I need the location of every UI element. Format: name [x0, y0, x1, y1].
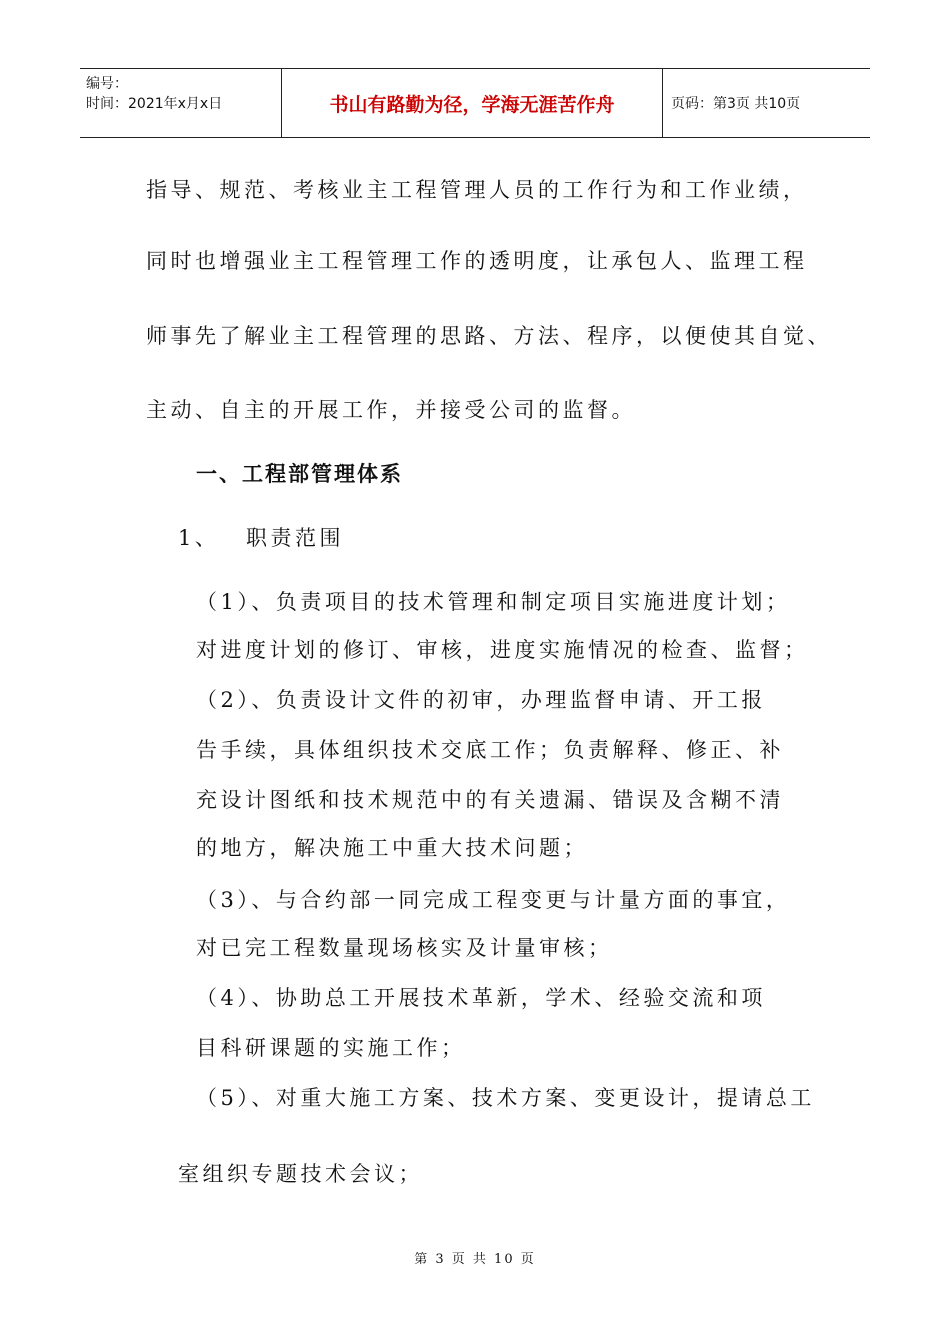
list-item-line: 室组织专题技术会议；	[178, 1162, 423, 1186]
list-item-line: （4）、协助总工开展技术革新，学术、经验交流和项	[196, 986, 766, 1010]
subsection-number: 1、	[178, 526, 220, 550]
page-header	[80, 68, 870, 138]
list-item-line: 对已完工程数量现场核实及计量审核；	[196, 936, 613, 960]
page-footer: 第 3 页 共 10 页	[414, 1252, 536, 1267]
date-label: 时间：2021年x月x日	[86, 96, 223, 112]
header-page-info: 页码：第3页 共10页	[671, 96, 801, 112]
list-item-line: 对进度计划的修订、审核，进度实施情况的检查、监督；	[196, 638, 809, 662]
list-item-line: （2）、负责设计文件的初审，办理监督申请、开工报	[196, 688, 766, 712]
paragraph-line: 师事先了解业主工程管理的思路、方法、程序，以便使其自觉、	[146, 324, 832, 348]
header-meta-cell	[80, 69, 282, 137]
list-item-line: 充设计图纸和技术规范中的有关遗漏、错误及含糊不清	[196, 788, 784, 812]
list-item-line: 目科研课题的实施工作；	[196, 1036, 466, 1060]
list-item-line: （3）、与合约部一同完成工程变更与计量方面的事宜，	[196, 888, 791, 912]
section-heading: 一、工程部管理体系	[196, 462, 403, 486]
paragraph-line: 指导、规范、考核业主工程管理人员的工作行为和工作业绩，	[146, 178, 808, 202]
list-item-line: 的地方，解决施工中重大技术问题；	[196, 836, 588, 860]
paragraph-line: 主动、自主的开展工作，并接受公司的监督。	[146, 398, 636, 422]
paragraph-line: 同时也增强业主工程管理工作的透明度，让承包人、监理工程	[146, 249, 808, 273]
header-motto: 书山有路勤为径，学海无涯苦作舟	[282, 69, 663, 137]
list-item-line: （1）、负责项目的技术管理和制定项目实施进度计划；	[196, 590, 791, 614]
list-item-line: 告手续，具体组织技术交底工作；负责解释、修正、补	[196, 738, 784, 762]
subsection-title: 职责范围	[246, 526, 344, 550]
list-item-line: （5）、对重大施工方案、技术方案、变更设计，提请总工	[196, 1086, 815, 1110]
number-label: 编号：	[86, 76, 128, 92]
